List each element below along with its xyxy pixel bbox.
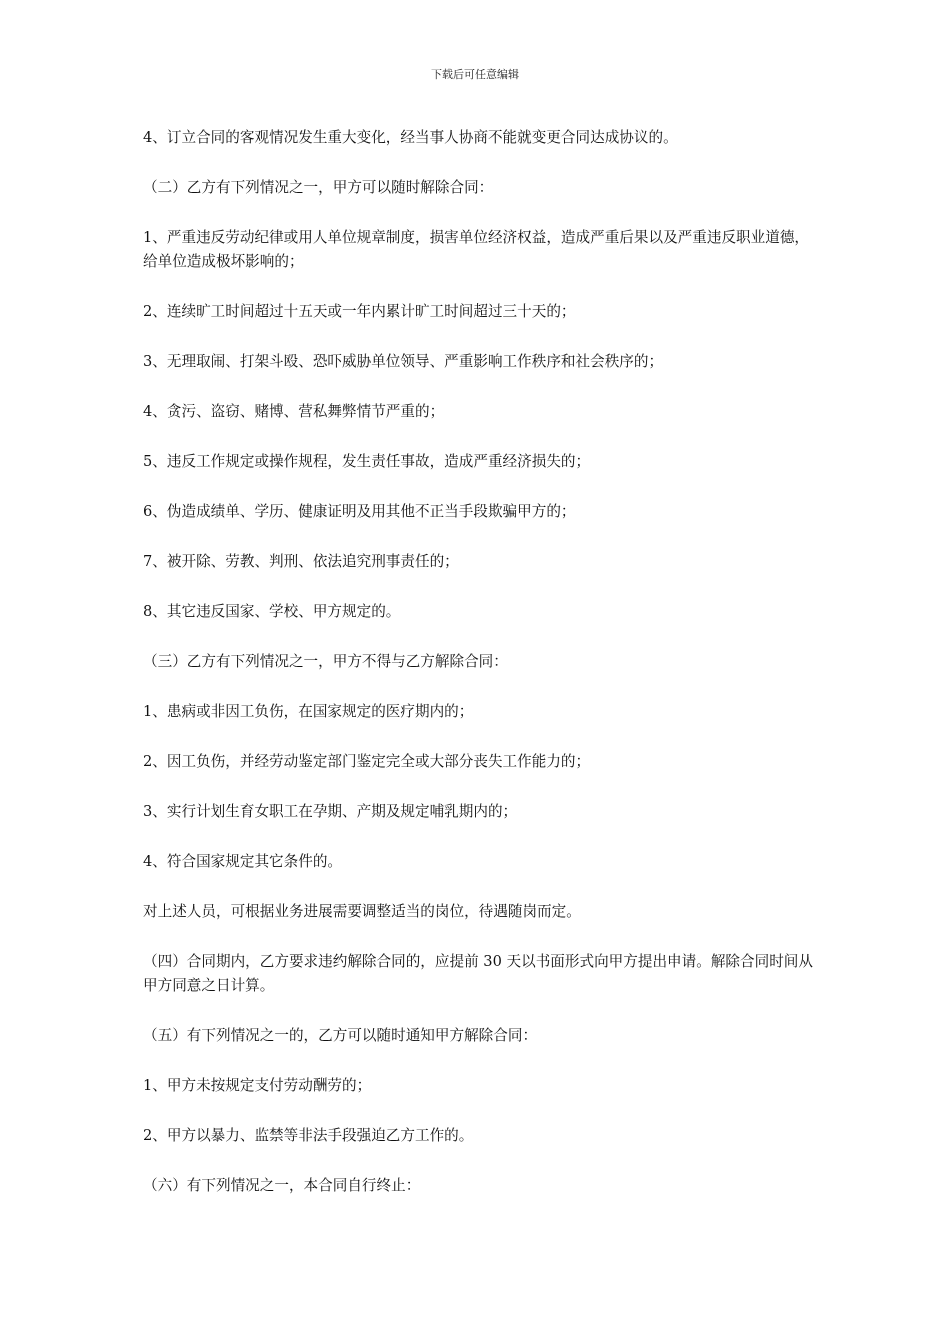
paragraph: 2、因工负伤，并经劳动鉴定部门鉴定完全或大部分丧失工作能力的； xyxy=(143,753,591,770)
section-heading: （二）乙方有下列情况之一，甲方可以随时解除合同： xyxy=(143,179,494,196)
paragraph: 3、实行计划生育女职工在孕期、产期及规定哺乳期内的； xyxy=(143,803,518,820)
paragraph: 4、订立合同的客观情况发生重大变化，经当事人协商不能就变更合同达成协议的。 xyxy=(143,129,678,146)
section-heading: （五）有下列情况之一的，乙方可以随时通知甲方解除合同： xyxy=(143,1027,538,1044)
paragraph: 4、符合国家规定其它条件的。 xyxy=(143,853,343,870)
paragraph: 1、甲方未按规定支付劳动酬劳的； xyxy=(143,1077,372,1094)
paragraph: 1、患病或非因工负伤，在国家规定的医疗期内的； xyxy=(143,703,474,720)
paragraph: 3、无理取闹、打架斗殴、恐吓威胁单位领导、严重影响工作秩序和社会秩序的； xyxy=(143,353,664,370)
page-header: 下载后可任意编辑 xyxy=(431,68,519,81)
paragraph: 对上述人员，可根据业务进展需要调整适当的岗位，待遇随岗而定。 xyxy=(143,903,581,920)
document-body xyxy=(143,126,823,1198)
section-heading: （三）乙方有下列情况之一，甲方不得与乙方解除合同： xyxy=(143,653,508,670)
paragraph: 7、被开除、劳教、判刑、依法追究刑事责任的； xyxy=(143,553,459,570)
paragraph: 1、严重违反劳动纪律或用人单位规章制度，损害单位经济权益，造成严重后果以及严重违反职业道德，给单位造成极坏影响的； xyxy=(143,229,810,270)
paragraph: 6、伪造成绩单、学历、健康证明及用其他不正当手段欺骗甲方的； xyxy=(143,503,576,520)
paragraph: 2、甲方以暴力、监禁等非法手段强迫乙方工作的。 xyxy=(143,1127,474,1144)
paragraph: 8、其它违反国家、学校、甲方规定的。 xyxy=(143,603,401,620)
paragraph: 5、违反工作规定或操作规程，发生责任事故，造成严重经济损失的； xyxy=(143,453,591,470)
section-heading: （四）合同期内，乙方要求违约解除合同的，应提前 30 天以书面形式向甲方提出申请。解除合同时间从甲方同意之日计算。 xyxy=(143,953,813,994)
paragraph: 4、贪污、盗窃、赌博、营私舞弊情节严重的； xyxy=(143,403,445,420)
paragraph: 2、连续旷工时间超过十五天或一年内累计旷工时间超过三十天的； xyxy=(143,303,576,320)
section-heading: （六）有下列情况之一，本合同自行终止： xyxy=(143,1177,421,1194)
